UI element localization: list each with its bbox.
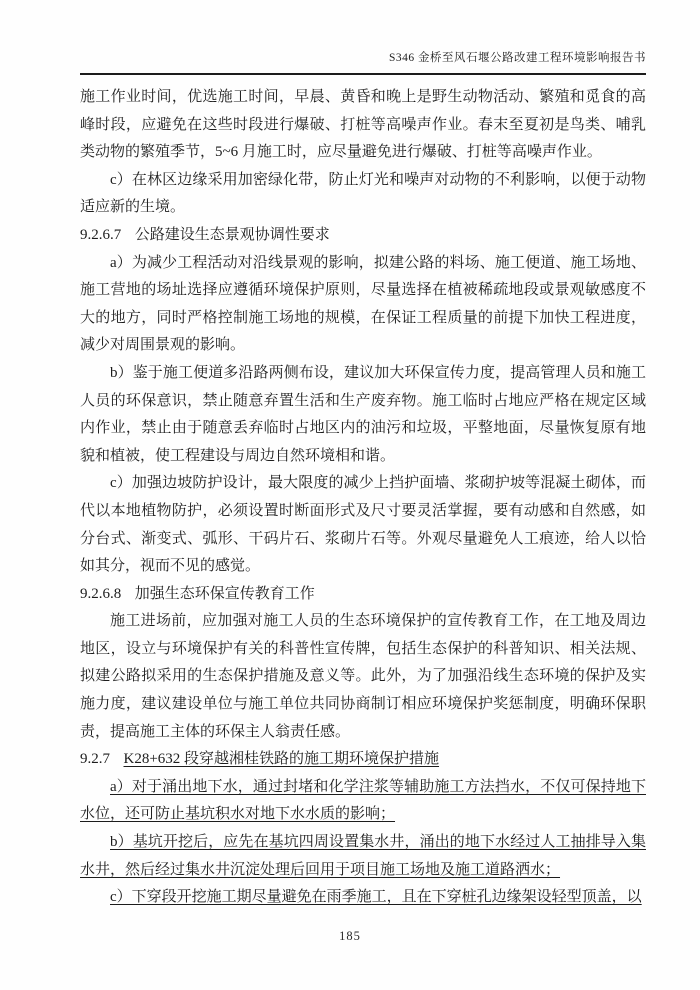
section-heading (80, 222, 646, 250)
page-header: S346 金桥至风石堰公路改建工程环境影响报告书 (80, 50, 646, 75)
body-paragraph: a）为减少工程活动对沿线景观的影响，拟建公路的料场、施工便道、施工场地、施工营地的场址选择应遵循环境保护原则，尽量选择在植被稀疏地段或景观敏感度不大的地方，同时严格控制施工场地的规模，在保证工程质量的前提下加快工程进度，减少对周围景观的影响。 (80, 254, 646, 354)
body-paragraph: 施工进场前，应加强对施工人员的生态环境保护的宣传教育工作，在工地及周边地区，设立与环境保护有关的科普性宣传牌，包括生态保护的科普知识、相关法规、拟建公路拟采用的生态保护措施及意义等。此外，为了加强沿线生态环境的保护及实施力度，建议建设单位与施工单位共同协商制订相应环境保护奖惩制度，明确环保职责，提高施工主体的环保主人翁责任感。 (80, 613, 646, 740)
section-number: 9.2.6.7 (80, 226, 122, 243)
body-paragraph: c）下穿段开挖施工期尽量避免在雨季施工，且在下穿桩孔边缘架设轻型顶盖，以 (110, 889, 642, 906)
section-title: 加强生态环保宣传教育工作 (134, 585, 315, 602)
body-paragraph: c）加强边坡防护设计，最大限度的减少上挡护面墙、浆砌护坡等混凝土砌体，而代以本地植物防护，必须设置时断面形式及尺寸要灵活掌握，要有动感和自然感，如分台式、渐变式、弧形、干码片石、浆砌片石等。外观尽量避免人工痕迹，给人以恰如其分，视而不见的感觉。 (80, 475, 646, 575)
body-paragraph: b）基坑开挖后，应先在基坑四周设置集水井，涌出的地下水经过人工抽排导入集水井，然后经过集水井沉淀处理后回用于项目施工场地及施工道路洒水； (80, 834, 646, 878)
section-number: 9.2.7 (80, 751, 110, 768)
section-title: 公路建设生态景观协调性要求 (134, 226, 330, 243)
section-title: K28+632 段穿越湘桂铁路的施工期环境保护措施 (123, 751, 440, 768)
page-number: 185 (339, 929, 361, 943)
section-heading (80, 581, 646, 609)
document-body (80, 84, 646, 912)
body-paragraph: c）在林区边缘采用加密绿化带，防止灯光和噪声对动物的不利影响，以便于动物适应新的生境。 (80, 171, 646, 216)
section-heading (80, 746, 646, 774)
body-paragraph: b）鉴于施工便道多沿路两侧布设，建议加大环保宣传力度，提高管理人员和施工人员的环保意识，禁止随意弃置生活和生产废弃物。施工临时占地应严格在规定区域内作业，禁止由于随意丢弃临时占地区内的油污和垃圾，平整地面，尽量恢复原有地貌和植被，使工程建设与周边自然环境相和谐。 (80, 364, 646, 464)
section-number: 9.2.6.8 (80, 585, 122, 602)
body-paragraph: 施工作业时间，优选施工时间，早晨、黄昏和晚上是野生动物活动、繁殖和觅食的高峰时段，应避免在这些时段进行爆破、打桩等高噪声作业。春末至夏初是鸟类、哺乳类动物的繁殖季节，5~6 月施工时，应尽量避免进行爆破、打桩等高噪声作业。 (80, 89, 646, 161)
body-paragraph: a）对于涌出地下水，通过封堵和化学注浆等辅助施工方法挡水，不仅可保持地下水位，还可防止基坑积水对地下水水质的影响； (80, 778, 646, 823)
